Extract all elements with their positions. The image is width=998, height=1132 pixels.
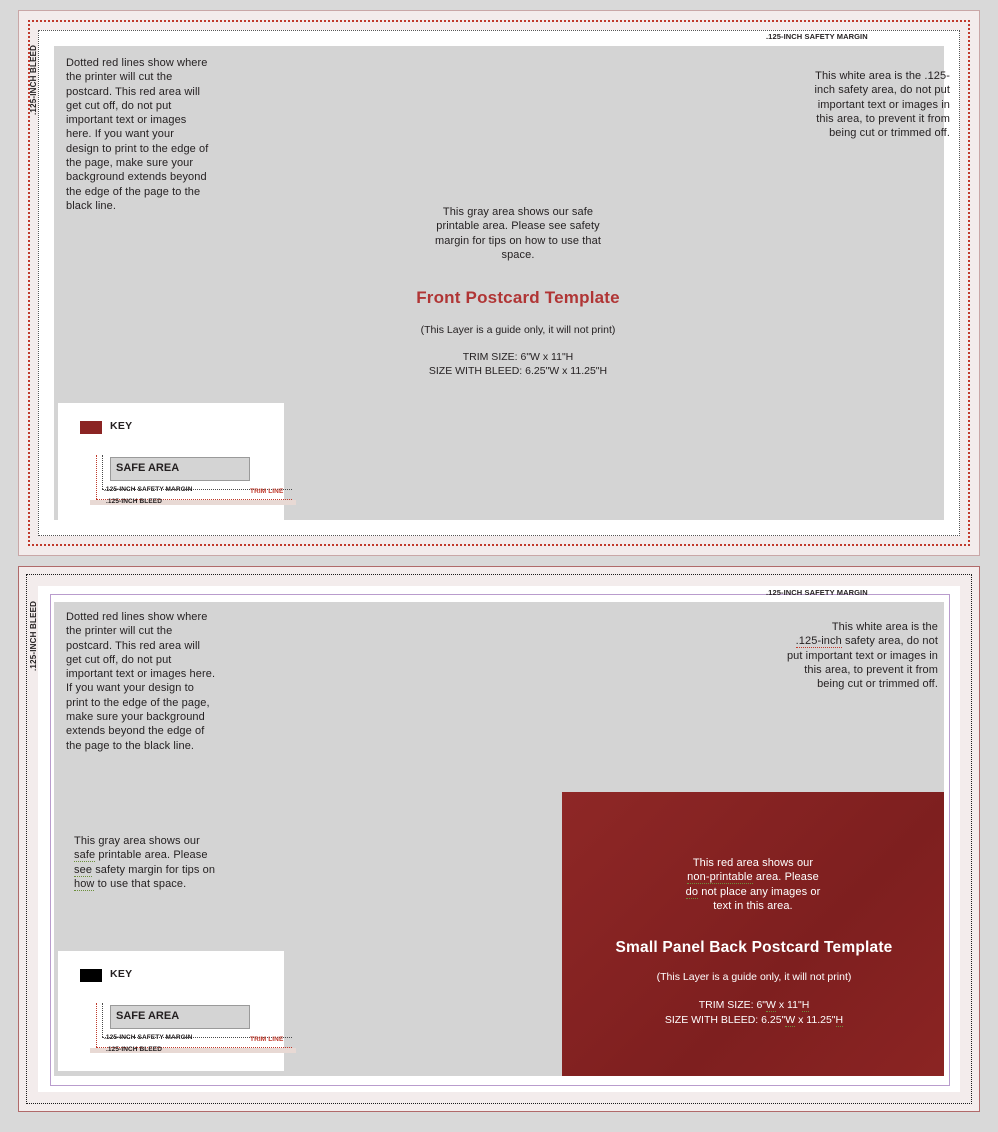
- back-red-note-line4: text in this area.: [713, 899, 793, 912]
- back-trim-size-mid: x 11": [775, 999, 802, 1011]
- front-safety-margin-label: .125-INCH SAFETY MARGIN: [766, 32, 868, 41]
- back-key-swatch: [80, 969, 102, 982]
- front-panel-title: Front Postcard Template: [416, 288, 620, 307]
- front-left-note: Dotted red lines show where the printer will cut the postcard. This red area will get cut off, do not put important text or images here. If you want your design to print to the edge of the page, make sure your background extends beyond the edge of the page to the black line.: [66, 57, 209, 212]
- back-key-trim-left-line: [96, 1003, 97, 1047]
- back-trim-size-w: W: [766, 999, 776, 1011]
- back-gray-note-line2b: printable area. Please: [95, 849, 208, 862]
- back-gray-note-w4: how: [74, 877, 95, 890]
- back-panel-title: Small Panel Back Postcard Template: [615, 939, 893, 956]
- front-key-swatch: [80, 421, 102, 434]
- back-key-safe-area-label: SAFE AREA: [116, 1010, 180, 1022]
- back-right-note-rest: not put important text or images in this area, to prevent it from being cut or trimmed off.: [786, 635, 938, 691]
- back-right-note-line1: This white area is the: [831, 621, 938, 633]
- front-key-box: [58, 403, 284, 523]
- back-red-area-note: [658, 856, 848, 913]
- back-right-note: [780, 620, 938, 691]
- front-panel-subtitle: (This Layer is a guide only, it will not print): [420, 324, 616, 336]
- back-bleed-size-w: W: [785, 1014, 796, 1026]
- back-right-note-emphasis: .125-inch: [795, 635, 842, 648]
- front-gray-area-note: This gray area shows our safe printable area. Please see safety margin for tips on how to use that space.: [434, 206, 602, 261]
- back-gray-note-line4b: to use that space.: [94, 877, 187, 890]
- back-panel-subtitle: (This Layer is a guide only, it will not print): [656, 971, 852, 983]
- front-key-safe-area-label: SAFE AREA: [116, 462, 180, 474]
- back-gray-note-line3b: safety margin for tips on: [92, 863, 216, 876]
- back-red-note-w2: non-printable: [687, 871, 753, 884]
- front-right-note: This white area is the .125-inch safety area, do not put important text or images in this area, to prevent it from being cut or trimmed off.: [814, 70, 950, 140]
- front-key-safety-margin-label: .125-INCH SAFETY MARGIN: [104, 486, 193, 493]
- back-gray-note-w2: safe: [74, 849, 96, 862]
- back-key-bleed-label: .125-INCH BLEED: [106, 1046, 163, 1053]
- back-bleed-size: [586, 1013, 922, 1027]
- back-bleed-label: .125-INCH BLEED: [29, 600, 38, 671]
- front-trim-size: TRIM SIZE: 6"W x 11"H: [462, 351, 574, 363]
- back-trim-size-pre: TRIM SIZE: 6": [698, 999, 767, 1011]
- back-bleed-size-mid: x 11.25": [795, 1014, 836, 1026]
- back-key-heading: KEY: [110, 968, 133, 980]
- front-bleed-label: .125-INCH BLEED: [29, 44, 38, 115]
- back-non-printable-area: [562, 792, 944, 1076]
- back-red-note-line3b: not place any images or: [698, 885, 821, 898]
- back-trim-size-h: H: [801, 999, 810, 1011]
- back-key-trim-line-label: TRIM LINE: [250, 1036, 284, 1043]
- back-left-note: Dotted red lines show where the printer will cut the postcard. This red area will get cut off, do not put important text or images here. If you want your design to print to the edge of the page, make sure your background extends beyond the edge of the page to the black line.: [66, 611, 216, 752]
- back-red-note-w3: do: [685, 885, 699, 898]
- back-red-note-line1: This red area shows our: [692, 857, 814, 869]
- front-key-trim-line-label: TRIM LINE: [250, 488, 284, 495]
- back-trim-size: [586, 998, 922, 1012]
- back-key-safety-left-line: [102, 1003, 103, 1037]
- back-gray-area-note: [74, 834, 274, 891]
- front-key-trim-left-line: [96, 455, 97, 499]
- back-red-note-line2b: area. Please: [752, 871, 819, 884]
- back-gray-note-line1: This gray area shows our: [74, 835, 200, 847]
- front-bleed-size: SIZE WITH BLEED: 6.25"W x 11.25"H: [428, 365, 608, 377]
- front-key-bleed-label: .125-INCH BLEED: [106, 498, 163, 505]
- back-safety-margin-label: .125-INCH SAFETY MARGIN: [766, 588, 868, 597]
- front-key-safety-left-line: [102, 455, 103, 489]
- front-template-panel: [18, 10, 980, 556]
- back-bleed-size-h: H: [835, 1014, 844, 1026]
- back-key-safety-margin-label: .125-INCH SAFETY MARGIN: [104, 1034, 193, 1041]
- back-right-note-line2b: safety area, do: [841, 635, 920, 648]
- back-template-panel: [18, 566, 980, 1112]
- back-gray-note-w3: see: [74, 863, 93, 876]
- front-key-heading: KEY: [110, 420, 133, 432]
- back-key-box: [58, 951, 284, 1071]
- back-bleed-size-pre: SIZE WITH BLEED: 6.25": [664, 1014, 786, 1026]
